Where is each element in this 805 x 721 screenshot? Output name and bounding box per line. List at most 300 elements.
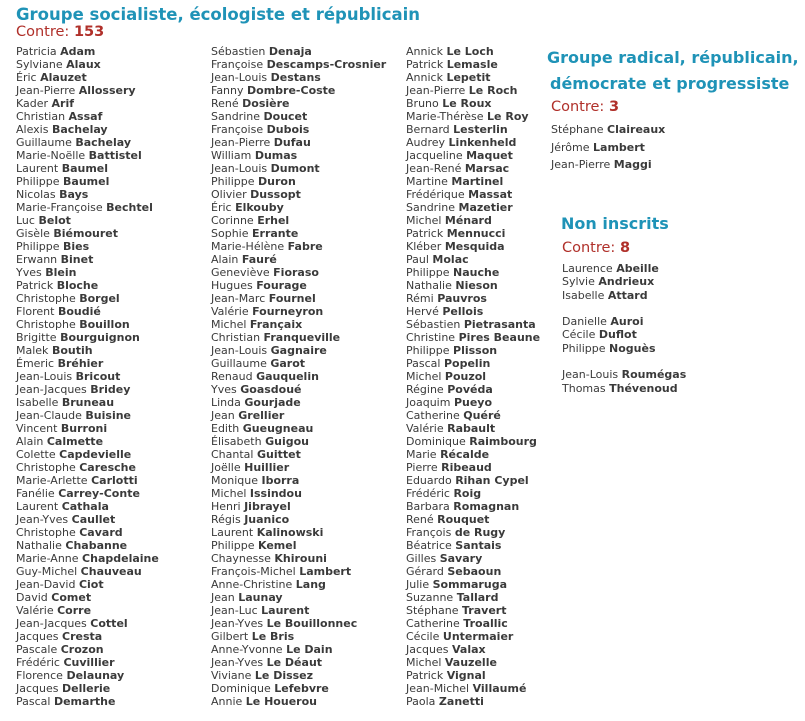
member-last-name: Borgel <box>79 292 120 305</box>
member-first-name: Rémi <box>406 292 434 305</box>
member-item <box>16 227 159 240</box>
member-item <box>211 435 386 448</box>
member-first-name: Éric <box>211 201 232 214</box>
member-item <box>211 513 386 526</box>
member-item <box>551 139 665 157</box>
member-last-name: Carlotti <box>91 474 138 487</box>
member-item <box>16 383 159 396</box>
member-item <box>406 656 540 669</box>
member-last-name: Romagnan <box>453 500 520 513</box>
member-item <box>211 461 386 474</box>
member-first-name: Patricia <box>16 45 57 58</box>
member-item <box>406 539 540 552</box>
member-column-non-inscrits <box>562 262 686 395</box>
member-last-name: Le Loch <box>446 45 494 58</box>
member-last-name: Cresta <box>62 630 103 643</box>
member-first-name: Patrick <box>406 58 444 71</box>
member-item <box>211 474 386 487</box>
member-first-name: Jean-Yves <box>211 656 264 669</box>
member-last-name: Pietrasanta <box>463 318 536 331</box>
member-first-name: Jean-Pierre <box>211 136 271 149</box>
member-item <box>16 526 159 539</box>
member-last-name: Jibrayel <box>244 500 291 513</box>
member-item <box>16 149 159 162</box>
member-item <box>406 604 540 617</box>
member-last-name: Nauche <box>453 266 500 279</box>
member-first-name: Olivier <box>211 188 247 201</box>
member-item <box>211 58 386 71</box>
member-first-name: Sylvie <box>562 275 595 289</box>
member-first-name: Alain <box>16 435 44 448</box>
member-item <box>406 630 540 643</box>
member-last-name: Burroni <box>60 422 108 435</box>
member-first-name: Chaynesse <box>211 552 271 565</box>
member-item <box>406 435 540 448</box>
member-item <box>16 136 159 149</box>
member-first-name: Christine <box>406 331 456 344</box>
member-first-name: Philippe <box>211 175 255 188</box>
member-item <box>406 383 540 396</box>
member-item <box>211 123 386 136</box>
member-last-name: Bloche <box>56 279 99 292</box>
member-first-name: Sylviane <box>16 58 63 71</box>
member-item <box>16 292 159 305</box>
member-item <box>406 591 540 604</box>
member-item <box>562 328 686 341</box>
member-last-name: Dellerie <box>62 682 111 695</box>
member-last-name: Comet <box>51 591 92 604</box>
member-item <box>406 695 540 708</box>
member-last-name: Sebaoun <box>447 565 502 578</box>
member-item <box>211 71 386 84</box>
member-first-name: François <box>406 526 452 539</box>
member-first-name: Sophie <box>211 227 249 240</box>
member-last-name: Marsac <box>464 162 510 175</box>
member-last-name: Le Déaut <box>266 656 323 669</box>
member-last-name: Linkenheld <box>448 136 517 149</box>
member-last-name: Roig <box>453 487 482 500</box>
member-item <box>406 422 540 435</box>
member-first-name: Guillaume <box>16 136 72 149</box>
member-last-name: Rabault <box>447 422 496 435</box>
member-first-name: Béatrice <box>406 539 452 552</box>
member-last-name: Pouzol <box>444 370 487 383</box>
member-last-name: Laurent <box>261 604 310 617</box>
member-last-name: Villaumé <box>472 682 527 695</box>
member-last-name: Le Houerou <box>245 695 317 708</box>
member-last-name: Errante <box>252 227 299 240</box>
member-last-name: Pueyo <box>453 396 493 409</box>
member-last-name: Le Roy <box>487 110 529 123</box>
member-item <box>406 227 540 240</box>
contre-label: Contre: <box>551 99 605 115</box>
member-last-name: Lambert <box>593 140 645 154</box>
member-first-name: Christian <box>16 110 66 123</box>
member-first-name: Marie-Thérèse <box>406 110 484 123</box>
member-item <box>211 331 386 344</box>
member-item <box>16 565 159 578</box>
member-first-name: Jean-Louis <box>211 344 268 357</box>
member-item <box>562 368 686 381</box>
member-first-name: Marie-Noëlle <box>16 149 86 162</box>
group-socialiste-contre <box>16 24 104 40</box>
member-first-name: Jean-Louis <box>16 370 73 383</box>
member-first-name: Fanélie <box>16 487 55 500</box>
member-last-name: Lang <box>295 578 326 591</box>
member-first-name: Luc <box>16 214 35 227</box>
member-item <box>16 656 159 669</box>
member-first-name: Alain <box>211 253 239 266</box>
member-last-name: Le Roux <box>442 97 492 110</box>
member-item <box>16 201 159 214</box>
member-first-name: David <box>16 591 48 604</box>
member-last-name: Auroi <box>610 315 644 329</box>
member-item <box>406 448 540 461</box>
member-item <box>406 318 540 331</box>
member-first-name: Jean-Louis <box>562 368 619 382</box>
member-first-name: Philippe <box>211 539 255 552</box>
member-last-name: Caullet <box>71 513 116 526</box>
member-first-name: Alexis <box>16 123 49 136</box>
member-first-name: Edith <box>211 422 240 435</box>
member-last-name: Vignal <box>446 669 486 682</box>
member-item <box>406 279 540 292</box>
member-last-name: Povéda <box>447 383 493 396</box>
member-first-name: Jean-Marc <box>211 292 266 305</box>
member-column-1 <box>16 45 159 708</box>
member-first-name: Dominique <box>211 682 271 695</box>
member-first-name: Malek <box>16 344 49 357</box>
member-item <box>406 500 540 513</box>
member-first-name: Kader <box>16 97 49 110</box>
member-last-name: Cuvillier <box>63 656 115 669</box>
member-first-name: Sébastien <box>406 318 461 331</box>
member-last-name: Maquet <box>466 149 513 162</box>
member-first-name: Jean-Pierre <box>551 158 611 171</box>
member-last-name: Gagnaire <box>270 344 327 357</box>
member-item <box>211 695 386 708</box>
member-last-name: de Rugy <box>454 526 506 539</box>
member-item <box>211 175 386 188</box>
member-first-name: Catherine <box>406 617 460 630</box>
member-first-name: Colette <box>16 448 56 461</box>
member-first-name: Joëlle <box>211 461 241 474</box>
member-first-name: Christian <box>211 331 261 344</box>
member-first-name: Martine <box>406 175 448 188</box>
member-item <box>16 578 159 591</box>
member-item <box>211 253 386 266</box>
member-item <box>211 266 386 279</box>
member-first-name: Pascal <box>406 357 441 370</box>
member-item <box>562 315 686 328</box>
member-item <box>562 342 686 355</box>
member-last-name: Biémouret <box>53 227 119 240</box>
member-item <box>211 578 386 591</box>
member-first-name: Christophe <box>16 318 76 331</box>
member-last-name: Nieson <box>455 279 498 292</box>
member-last-name: Gauquelin <box>256 370 319 383</box>
member-last-name: Mesquida <box>444 240 505 253</box>
member-first-name: Paul <box>406 253 429 266</box>
member-first-name: Nathalie <box>16 539 62 552</box>
member-last-name: Travert <box>462 604 507 617</box>
member-last-name: Corre <box>57 604 92 617</box>
member-first-name: Jean-Louis <box>211 162 268 175</box>
member-last-name: Fioraso <box>273 266 319 279</box>
member-first-name: Patrick <box>406 669 444 682</box>
member-item <box>211 643 386 656</box>
member-item <box>406 58 540 71</box>
member-item <box>211 487 386 500</box>
member-last-name: Franqueville <box>263 331 341 344</box>
member-first-name: Linda <box>211 396 241 409</box>
member-item <box>16 630 159 643</box>
member-last-name: Alauzet <box>40 71 87 84</box>
member-last-name: Fourneyron <box>252 305 324 318</box>
member-item <box>16 448 159 461</box>
member-item <box>211 110 386 123</box>
member-item <box>16 214 159 227</box>
member-item <box>406 84 540 97</box>
member-item <box>406 396 540 409</box>
member-last-name: Bays <box>59 188 89 201</box>
member-first-name: Eduardo <box>406 474 452 487</box>
member-first-name: Pascale <box>16 643 58 656</box>
member-item <box>211 45 386 58</box>
member-item <box>211 396 386 409</box>
member-item <box>211 188 386 201</box>
group-non-inscrits-title: Non inscrits <box>561 214 669 233</box>
member-first-name: Christophe <box>16 461 76 474</box>
member-last-name: Massat <box>468 188 513 201</box>
member-item <box>16 253 159 266</box>
member-first-name: Marie-Anne <box>16 552 79 565</box>
member-item <box>551 156 665 174</box>
member-item <box>406 565 540 578</box>
member-last-name: Lefebvre <box>274 682 329 695</box>
member-item <box>211 201 386 214</box>
member-first-name: Yves <box>211 383 237 396</box>
member-item <box>16 344 159 357</box>
member-first-name: Jacqueline <box>406 149 463 162</box>
member-last-name: Françaix <box>249 318 303 331</box>
member-last-name: Rihan Cypel <box>455 474 529 487</box>
member-first-name: Gilles <box>406 552 437 565</box>
member-first-name: Suzanne <box>406 591 454 604</box>
member-last-name: Guigou <box>265 435 309 448</box>
member-item <box>211 240 386 253</box>
group-non-inscrits-contre <box>562 240 630 256</box>
member-last-name: Denaja <box>268 45 312 58</box>
member-item <box>406 344 540 357</box>
member-first-name: Jean <box>211 409 235 422</box>
member-item <box>406 487 540 500</box>
member-last-name: Capdevielle <box>59 448 132 461</box>
member-item <box>211 682 386 695</box>
member-last-name: Andrieux <box>598 275 655 289</box>
member-first-name: Frédéric <box>16 656 60 669</box>
member-first-name: Joaquim <box>406 396 451 409</box>
member-last-name: Destans <box>270 71 321 84</box>
member-last-name: Bréhier <box>57 357 104 370</box>
member-first-name: Barbara <box>406 500 450 513</box>
member-first-name: Anne-Yvonne <box>211 643 283 656</box>
member-item <box>406 240 540 253</box>
member-first-name: Jean-Jacques <box>16 617 87 630</box>
member-first-name: Thomas <box>562 381 606 395</box>
member-last-name: Binet <box>60 253 94 266</box>
member-last-name: Bachelay <box>75 136 132 149</box>
member-first-name: Jean-Jacques <box>16 383 87 396</box>
member-item <box>16 240 159 253</box>
contre-count: 153 <box>73 24 105 40</box>
member-first-name: Annie <box>211 695 243 708</box>
member-item <box>16 318 159 331</box>
member-last-name: Chabanne <box>65 539 128 552</box>
member-item <box>406 97 540 110</box>
member-item <box>16 84 159 97</box>
member-last-name: Buisine <box>85 409 132 422</box>
member-item <box>16 45 159 58</box>
member-item <box>406 188 540 201</box>
member-first-name: Monique <box>211 474 258 487</box>
member-last-name: Doucet <box>263 110 308 123</box>
member-last-name: Lepetit <box>446 71 491 84</box>
member-first-name: Jean-Michel <box>406 682 470 695</box>
member-first-name: Frédérique <box>406 188 465 201</box>
member-last-name: Vauzelle <box>444 656 497 669</box>
member-item <box>16 331 159 344</box>
member-item <box>211 383 386 396</box>
group-radical-title-line1: Groupe radical, républicain, <box>547 48 799 67</box>
member-item <box>16 110 159 123</box>
member-last-name: Bachelay <box>51 123 108 136</box>
member-first-name: Frédéric <box>406 487 450 500</box>
member-column-radical <box>551 121 665 174</box>
member-first-name: Brigitte <box>16 331 57 344</box>
member-item <box>211 149 386 162</box>
member-item <box>16 539 159 552</box>
member-last-name: Caresche <box>79 461 136 474</box>
member-item <box>562 355 686 368</box>
member-item <box>211 370 386 383</box>
member-last-name: Bricout <box>75 370 121 383</box>
member-first-name: Nathalie <box>406 279 452 292</box>
member-first-name: Fanny <box>211 84 244 97</box>
member-last-name: Fauré <box>241 253 277 266</box>
member-item <box>211 526 386 539</box>
member-first-name: Philippe <box>562 341 606 355</box>
member-first-name: Hervé <box>406 305 439 318</box>
member-last-name: Arif <box>51 97 75 110</box>
member-last-name: Boutih <box>51 344 93 357</box>
member-first-name: Jacques <box>16 630 59 643</box>
member-last-name: Dussopt <box>250 188 301 201</box>
member-first-name: Marie-Françoise <box>16 201 103 214</box>
member-last-name: Popelin <box>443 357 491 370</box>
member-first-name: Hugues <box>211 279 253 292</box>
member-first-name: Françoise <box>211 123 264 136</box>
member-last-name: Cottel <box>90 617 128 630</box>
member-last-name: Kemel <box>258 539 297 552</box>
member-item <box>406 331 540 344</box>
member-item <box>16 305 159 318</box>
member-item <box>16 396 159 409</box>
member-last-name: Battistel <box>88 149 142 162</box>
member-first-name: Kléber <box>406 240 442 253</box>
member-first-name: Florence <box>16 669 63 682</box>
member-last-name: Le Dain <box>286 643 333 656</box>
member-last-name: Huillier <box>244 461 290 474</box>
member-last-name: Lambert <box>299 565 352 578</box>
member-first-name: Christophe <box>16 292 76 305</box>
member-item <box>16 175 159 188</box>
member-last-name: Tallard <box>456 591 499 604</box>
member-first-name: Valérie <box>16 604 54 617</box>
member-first-name: Annick <box>406 71 443 84</box>
member-last-name: Crozon <box>60 643 104 656</box>
member-first-name: Annick <box>406 45 443 58</box>
member-last-name: Valax <box>452 643 486 656</box>
member-item <box>211 227 386 240</box>
member-first-name: Henri <box>211 500 241 513</box>
member-last-name: Lesterlin <box>453 123 508 136</box>
member-first-name: Chantal <box>211 448 254 461</box>
member-item <box>211 422 386 435</box>
member-item <box>406 266 540 279</box>
member-item <box>16 500 159 513</box>
member-item <box>16 461 159 474</box>
member-last-name: Calmette <box>46 435 104 448</box>
member-first-name: Isabelle <box>16 396 59 409</box>
member-last-name: Boudié <box>57 305 101 318</box>
member-item <box>16 591 159 604</box>
member-item <box>16 435 159 448</box>
member-item <box>16 487 159 500</box>
member-first-name: Sandrine <box>211 110 260 123</box>
member-last-name: Ribeaud <box>441 461 492 474</box>
member-item <box>406 526 540 539</box>
member-first-name: Jean-Yves <box>16 513 69 526</box>
member-item <box>406 513 540 526</box>
member-first-name: Michel <box>406 214 442 227</box>
member-last-name: Chapdelaine <box>82 552 159 565</box>
member-last-name: Guittet <box>256 448 301 461</box>
member-item <box>211 539 386 552</box>
member-first-name: Élisabeth <box>211 435 262 448</box>
member-item <box>16 474 159 487</box>
member-last-name: Pires Beaune <box>458 331 541 344</box>
member-last-name: Bourguignon <box>60 331 140 344</box>
member-first-name: Dominique <box>406 435 466 448</box>
member-first-name: Michel <box>406 656 442 669</box>
member-item <box>16 604 159 617</box>
member-first-name: Michel <box>211 318 247 331</box>
member-first-name: Cécile <box>406 630 440 643</box>
member-last-name: Le Roch <box>468 84 518 97</box>
member-item <box>16 58 159 71</box>
member-item <box>211 409 386 422</box>
member-first-name: Jean <box>211 591 235 604</box>
member-item <box>562 302 686 315</box>
member-first-name: Julie <box>406 578 430 591</box>
contre-count: 8 <box>619 240 631 256</box>
member-last-name: Martinel <box>451 175 504 188</box>
member-item <box>211 357 386 370</box>
member-last-name: Thévenoud <box>609 381 678 395</box>
member-first-name: Catherine <box>406 409 460 422</box>
member-first-name: Laurent <box>211 526 254 539</box>
